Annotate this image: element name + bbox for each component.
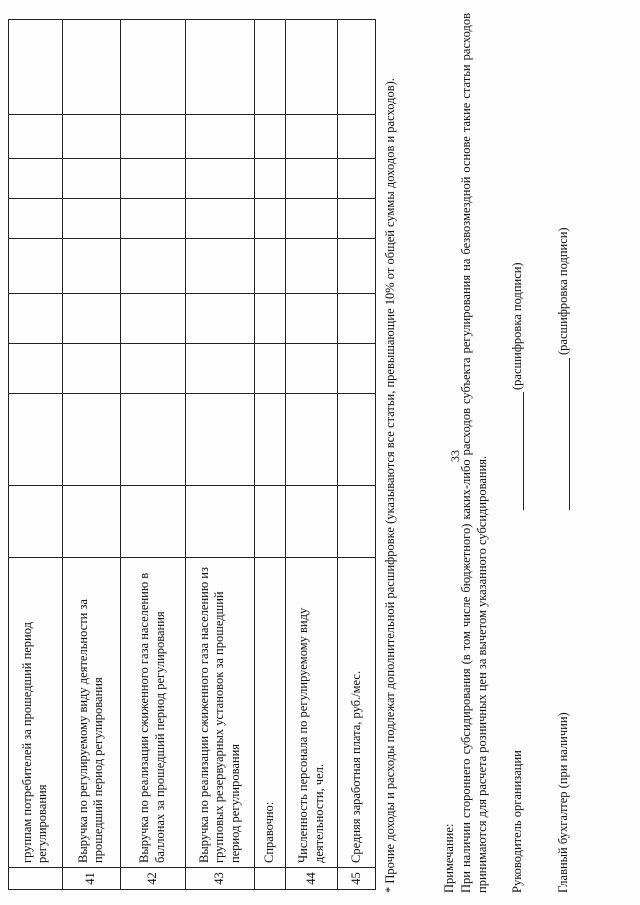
empty-cell [9,20,63,115]
empty-cell [337,294,375,344]
row-name: Средняя заработная плата, руб./мес. [337,558,375,868]
empty-cell [120,394,185,486]
empty-cell [185,294,254,344]
empty-cell [286,199,337,239]
empty-cell [337,344,375,394]
head-signature-caption: (расшифровка подписи) [510,262,524,390]
empty-cell [255,199,286,239]
table-row [255,20,286,890]
row-number [9,868,63,890]
empty-cell [120,115,185,159]
empty-cell [185,159,254,199]
row-name: Численность персонала по регулируемому виду деятельности, чел. [286,558,337,868]
empty-cell [9,159,63,199]
empty-cell [337,199,375,239]
empty-cell [9,344,63,394]
empty-cell [286,486,337,558]
empty-cell [9,199,63,239]
empty-cell [255,115,286,159]
table-row [185,20,254,890]
head-signature-line [523,392,524,510]
row-name: Выручка по регулируемому виду деятельности за прошедший период регулирования [62,558,120,868]
accountant-signature-line [569,358,570,510]
empty-cell [9,115,63,159]
indicators-table [8,19,376,890]
empty-cell [120,239,185,294]
empty-cell [62,159,120,199]
note-text: При наличии стороннего субсидирования (в том числе бюджетного) каких-либо расходов субъекта регулирования на безвозмездной основе такие статьи расходов принимаются для расчета розничных цен за вычетом указанного субсидирования. [459,13,490,893]
empty-cell [337,115,375,159]
empty-cell [62,20,120,115]
empty-cell [185,20,254,115]
empty-cell [9,486,63,558]
empty-cell [286,159,337,199]
row-name: Выручка по реализации сжиженного газа населению в баллонах за прошедший период регулирования [120,558,185,868]
empty-cell [255,294,286,344]
empty-cell [120,159,185,199]
empty-cell [286,394,337,486]
empty-cell [185,486,254,558]
empty-cell [255,239,286,294]
empty-cell [185,344,254,394]
row-number: 44 [286,868,337,890]
empty-cell [337,394,375,486]
empty-cell [185,239,254,294]
empty-cell [337,159,375,199]
empty-cell [286,239,337,294]
empty-cell [286,20,337,115]
footnote: * Прочие доходы и расходы подлежат дополнительной расшифровке (указываются все статьи, превышающие 10% от общей суммы доходов и расходов). [383,78,397,893]
row-name: Справочно: [255,558,286,868]
table-row [9,20,63,890]
row-number: 42 [120,868,185,890]
head-signature-label: Руководитель организации [510,750,524,893]
empty-cell [185,115,254,159]
empty-cell [255,159,286,199]
row-name: Выручка по реализации сжиженного газа населению из групповых резервуарных установок за прошедший период регулирования [185,558,254,868]
empty-cell [255,344,286,394]
empty-cell [255,394,286,486]
row-number [255,868,286,890]
empty-cell [62,394,120,486]
empty-cell [286,115,337,159]
empty-cell [337,20,375,115]
empty-cell [120,294,185,344]
row-number: 41 [62,868,120,890]
empty-cell [337,486,375,558]
empty-cell [62,115,120,159]
empty-cell [9,294,63,344]
empty-cell [62,344,120,394]
note-heading: Примечание: [442,823,456,893]
row-number: 43 [185,868,254,890]
empty-cell [120,20,185,115]
table-row [120,20,185,890]
empty-cell [286,294,337,344]
empty-cell [255,20,286,115]
empty-cell [120,344,185,394]
page-number: 33 [448,450,462,462]
empty-cell [9,394,63,486]
empty-cell [62,239,120,294]
empty-cell [9,239,63,294]
empty-cell [337,239,375,294]
empty-cell [255,486,286,558]
empty-cell [286,344,337,394]
empty-cell [62,486,120,558]
table-row [286,20,337,890]
empty-cell [120,486,185,558]
empty-cell [185,199,254,239]
row-name: группам потребителей за прошедший период регулирования [9,558,63,868]
row-number: 45 [337,868,375,890]
empty-cell [62,199,120,239]
table-row [62,20,120,890]
empty-cell [120,199,185,239]
accountant-signature-caption: (расшифровка подписи) [556,227,570,355]
table-row [337,20,375,890]
empty-cell [185,394,254,486]
empty-cell [62,294,120,344]
accountant-signature-label: Главный бухгалтер (при наличии) [556,712,570,893]
